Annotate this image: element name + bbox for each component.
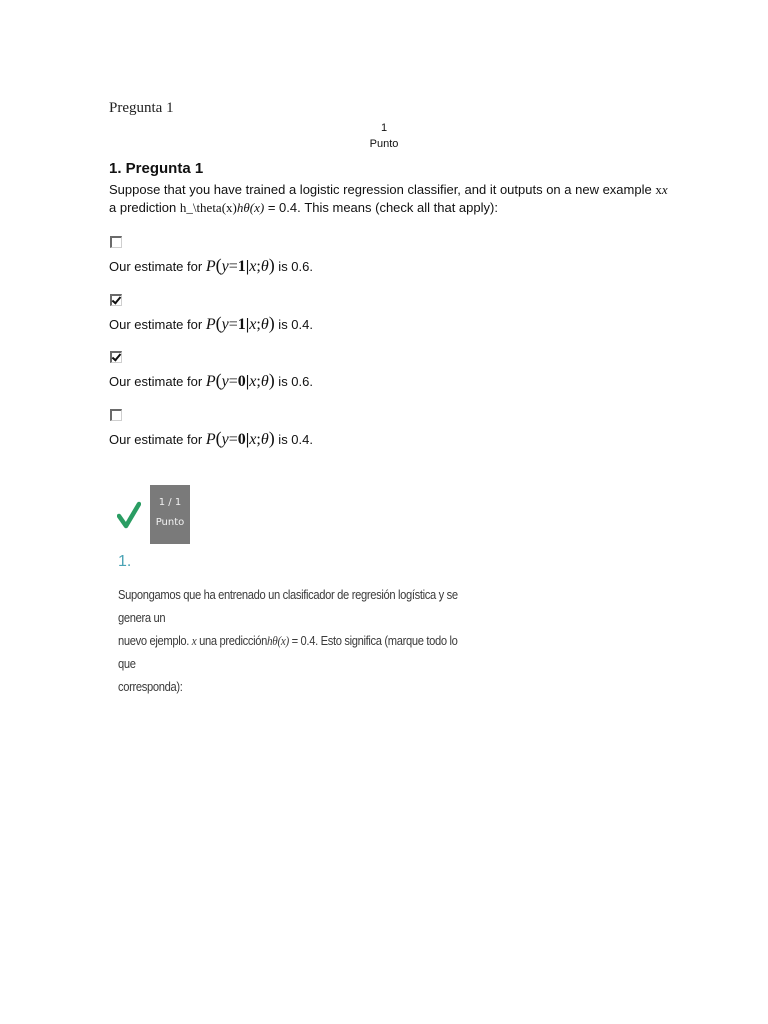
option-3-math: P(y=0|x;θ) [205,370,275,390]
x-math: x [661,182,668,197]
option-3-y-value: 0 [237,373,246,390]
points-label: Punto [369,138,399,150]
option-1-y-value: 1 [237,258,246,275]
spanish-line-2-x: x [191,633,197,648]
option-4-y-value: 0 [237,431,246,448]
spanish-question-number: 1. [118,553,132,570]
question-title: 1. Pregunta 1 [109,160,204,177]
option-2-label [109,313,313,334]
option-4-prefix: Our estimate for [109,432,206,447]
question-text-part2: a prediction [109,200,180,215]
spanish-question-text [118,583,462,698]
spanish-line-3: corresponda): [118,679,183,694]
option-4-label [109,428,313,449]
option-3-prefix: Our estimate for [109,374,206,389]
spanish-line-2-a: nuevo ejemplo. [118,633,192,648]
option-3-checkbox[interactable] [110,351,122,363]
score-value: 1 / 1 [158,497,182,508]
page-heading: Pregunta 1 [109,100,174,116]
spanish-line-1: Supongamos que ha entrenado un clasificador de regresión logística y se genera un [118,587,458,625]
h-raw: h_\theta(x) [179,200,237,215]
option-3-suffix: is 0.6. [274,374,313,389]
option-4-math: P(y=0|x;θ) [205,428,275,448]
option-4-suffix: is 0.4. [274,432,313,447]
option-1-math: P(y=1|x;θ) [205,255,275,275]
spanish-line-2-c: = 0.4. Esto significa (marque todo lo que [118,633,458,671]
x-raw: x [655,182,662,197]
option-2-checkbox[interactable] [110,294,122,306]
spanish-line-2 [118,629,462,675]
score-box [150,485,190,544]
question-text-part3: = 0.4. This means (check all that apply): [264,200,498,215]
score-label: Punto [155,517,185,528]
option-3-label [109,370,313,391]
option-4-checkbox[interactable] [110,409,122,421]
points-value: 1 [380,122,388,134]
option-1-suffix: is 0.6. [274,259,313,274]
option-1-label [109,255,313,276]
option-2-y-value: 1 [237,316,246,333]
option-1-prefix: Our estimate for [109,259,206,274]
option-1-checkbox[interactable] [110,236,122,248]
correct-check-icon [117,500,141,530]
h-math: hθ(x) [236,200,265,215]
option-2-math: P(y=1|x;θ) [205,313,275,333]
spanish-line-2-b: una predicción [196,633,268,648]
option-2-prefix: Our estimate for [109,317,206,332]
spanish-line-2-h: hθ(x) [267,633,289,648]
question-text-part1: Suppose that you have trained a logistic regression classifier, and it outputs on a new example [109,182,656,197]
question-text [109,181,669,217]
option-2-suffix: is 0.4. [274,317,313,332]
